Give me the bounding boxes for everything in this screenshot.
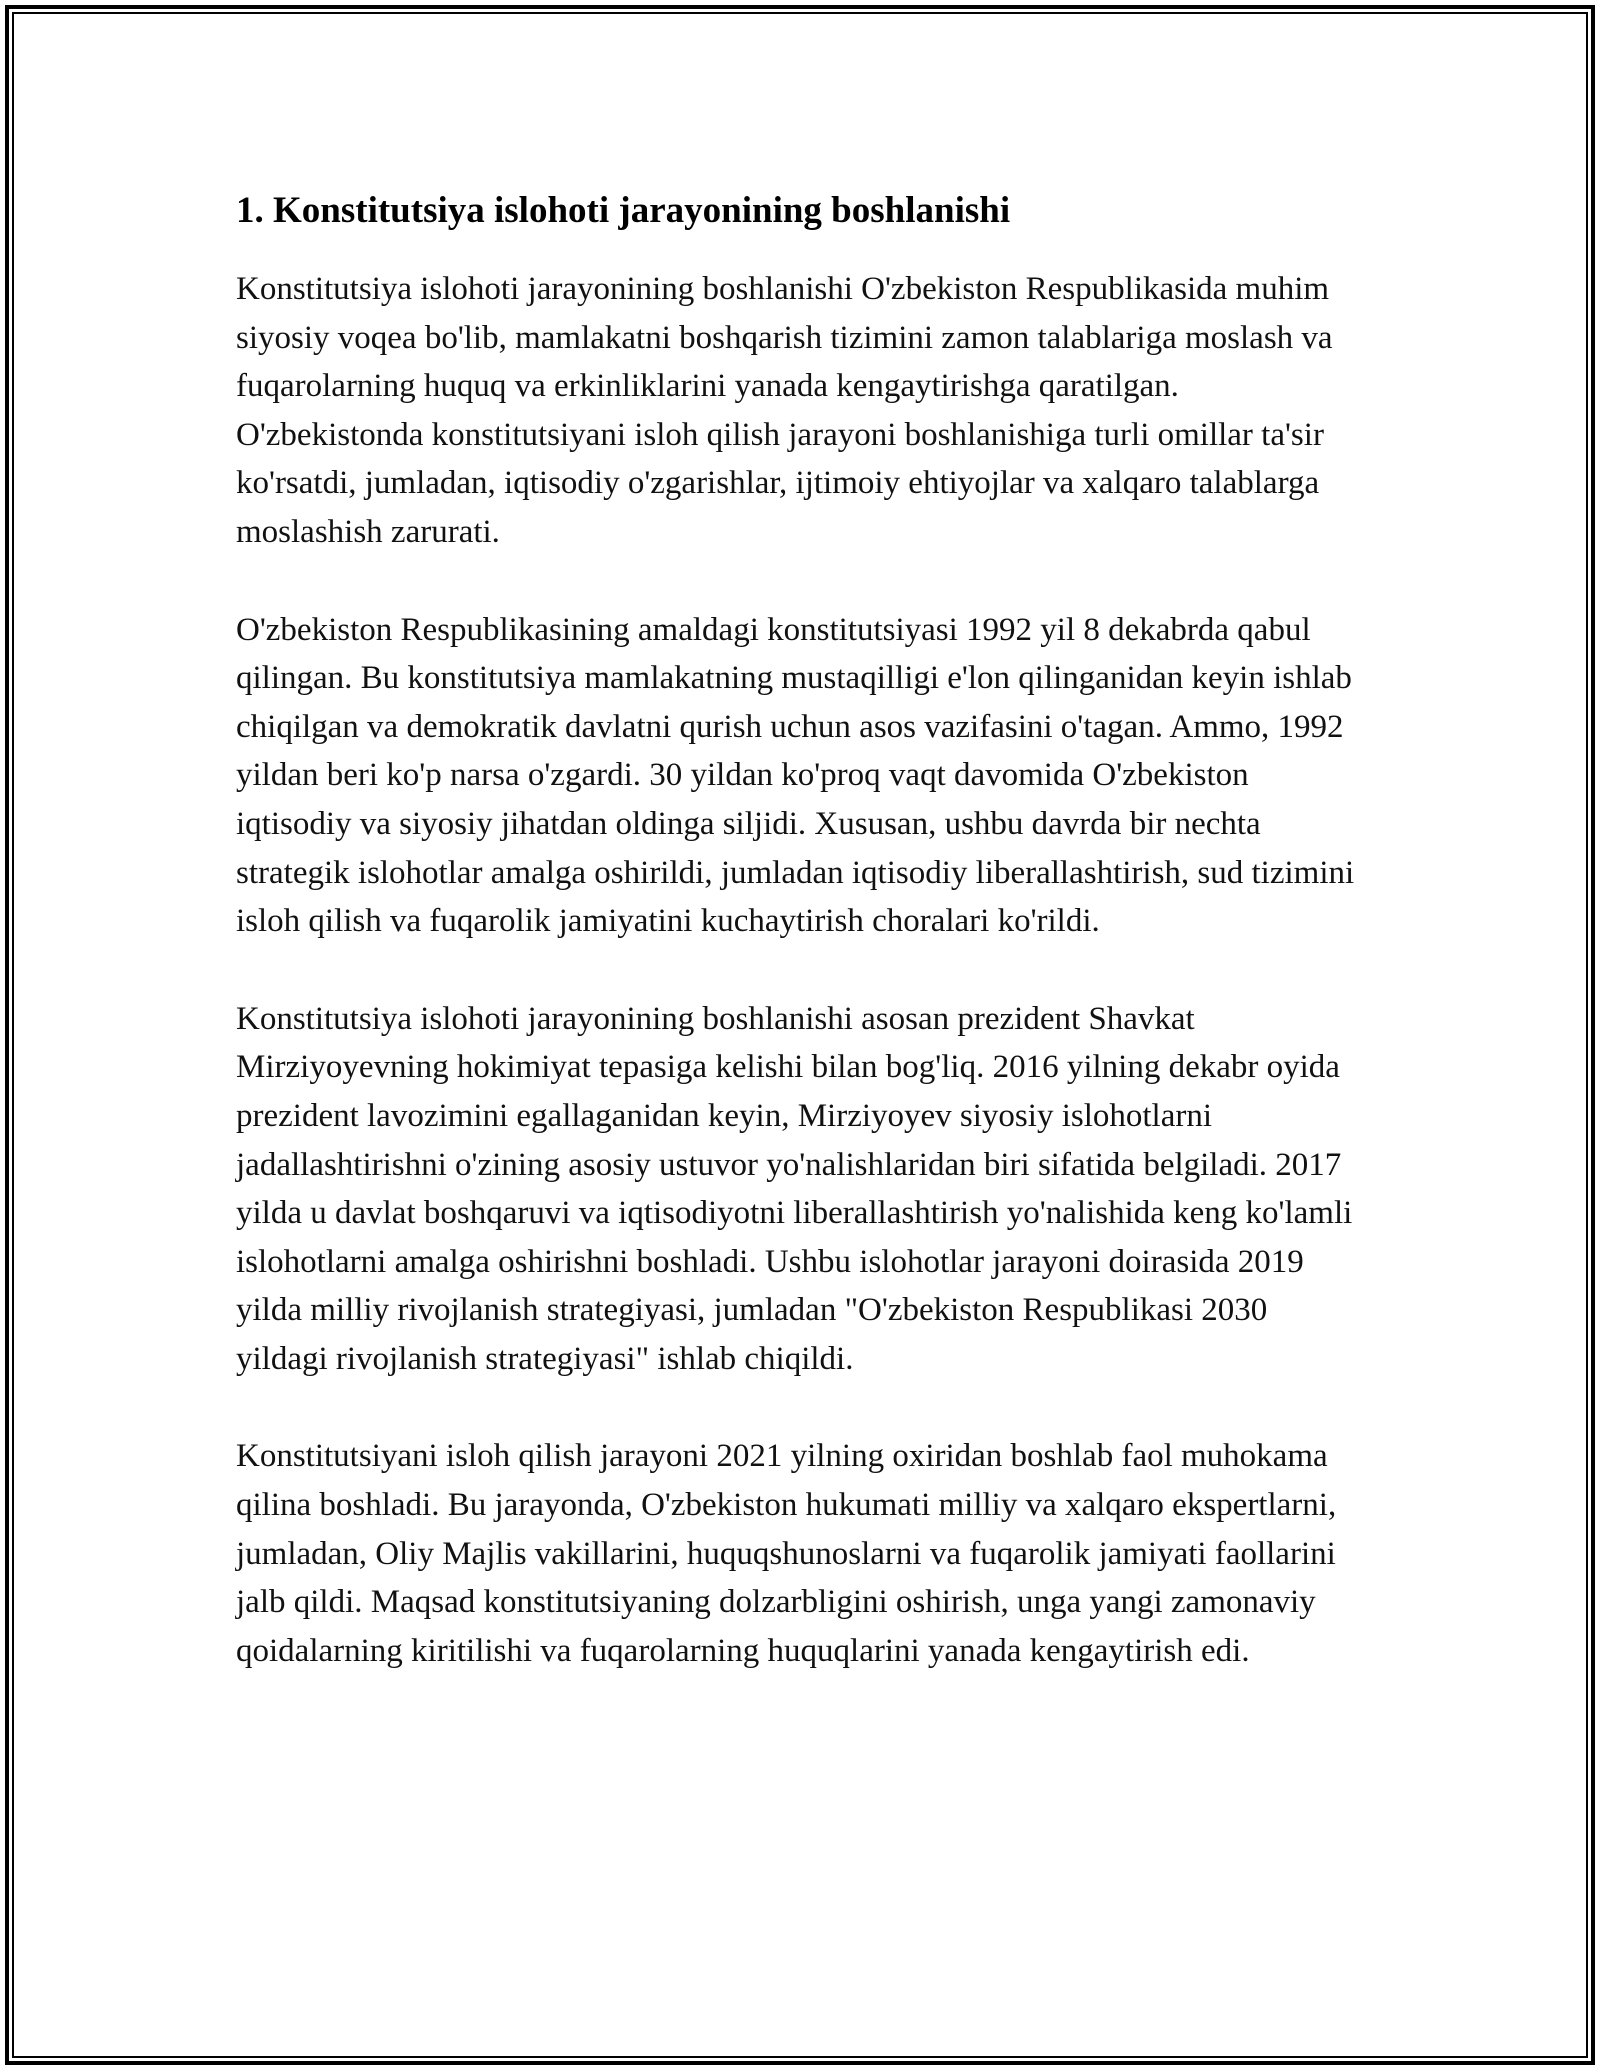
document-body [236, 186, 1366, 1724]
paragraph-4: Konstitutsiyani isloh qilish jarayoni 2021 yilning oxiridan boshlab faol muhokama qilina boshladi. Bu jarayonda, O'zbekiston hukumati milliy va xalqaro ekspertlarni, jumladan, Oliy Majlis vakillarini, huquqshunoslarni va fuqarolik jamiyati faollarini jalb qildi. Maqsad konstitutsiyaning dolzarbligini oshirish, unga yangi zamonaviy qoidalarning kiritilishi va fuqarolarning huquqlarini yanada kengaytirish edi. [236, 1438, 1337, 1669]
paragraph-2: O'zbekiston Respublikasining amaldagi konstitutsiyasi 1992 yil 8 dekabrda qabul qilingan. Bu konstitutsiya mamlakatning mustaqilligi e'lon qilinganidan keyin ishlab chiqilgan va demokratik davlatni qurish uchun asos vazifasini o'tagan. Ammo, 1992 yildan beri ko'p narsa o'zgardi. 30 yildan ko'proq vaqt davomida O'zbekiston iqtisodiy va siyosiy jihatdan oldinga siljidi. Xususan, ushbu davrda bir nechta strategik islohotlar amalga oshirildi, jumladan iqtisodiy liberallashtirish, sud tizimini isloh qilish va fuqarolik jamiyatini kuchaytirish choralari ko'rildi. [236, 611, 1355, 940]
section-heading: 1. Konstitutsiya islohoti jarayonining boshlanishi [236, 190, 1011, 231]
paragraph-1: Konstitutsiya islohoti jarayonining boshlanishi O'zbekiston Respublikasida muhim siyosiy voqea bo'lib, mamlakatni boshqarish tizimini zamon talablariga moslash va fuqarolarning huquq va erkinliklarini yanada kengaytirishga qaratilgan. O'zbekistonda konstitutsiyani isloh qilish jarayoni boshlanishiga turli omillar ta'sir ko'rsatdi, jumladan, iqtisodiy o'zgarishlar, ijtimoiy ehtiyojlar va xalqaro talablarga moslashish zarurati. [236, 271, 1333, 550]
paragraph-3: Konstitutsiya islohoti jarayonining boshlanishi asosan prezident Shavkat Mirziyoyevning hokimiyat tepasiga kelishi bilan bog'liq. 2016 yilning dekabr oyida prezident lavozimini egallaganidan keyin, Mirziyoyev siyosiy islohotlarni jadallashtirishni o'zining asosiy ustuvor yo'nalishlaridan biri sifatida belgiladi. 2017 yilda u davlat boshqaruvi va iqtisodiyotni liberallashtirish yo'nalishida keng ko'lamli islohotlarni amalga oshirishni boshladi. Ushbu islohotlar jarayoni doirasida 2019 yilda milliy rivojlanish strategiyasi, jumladan "O'zbekiston Respublikasi 2030 yildagi rivojlanish strategiyasi" ishlab chiqildi. [236, 1000, 1353, 1377]
